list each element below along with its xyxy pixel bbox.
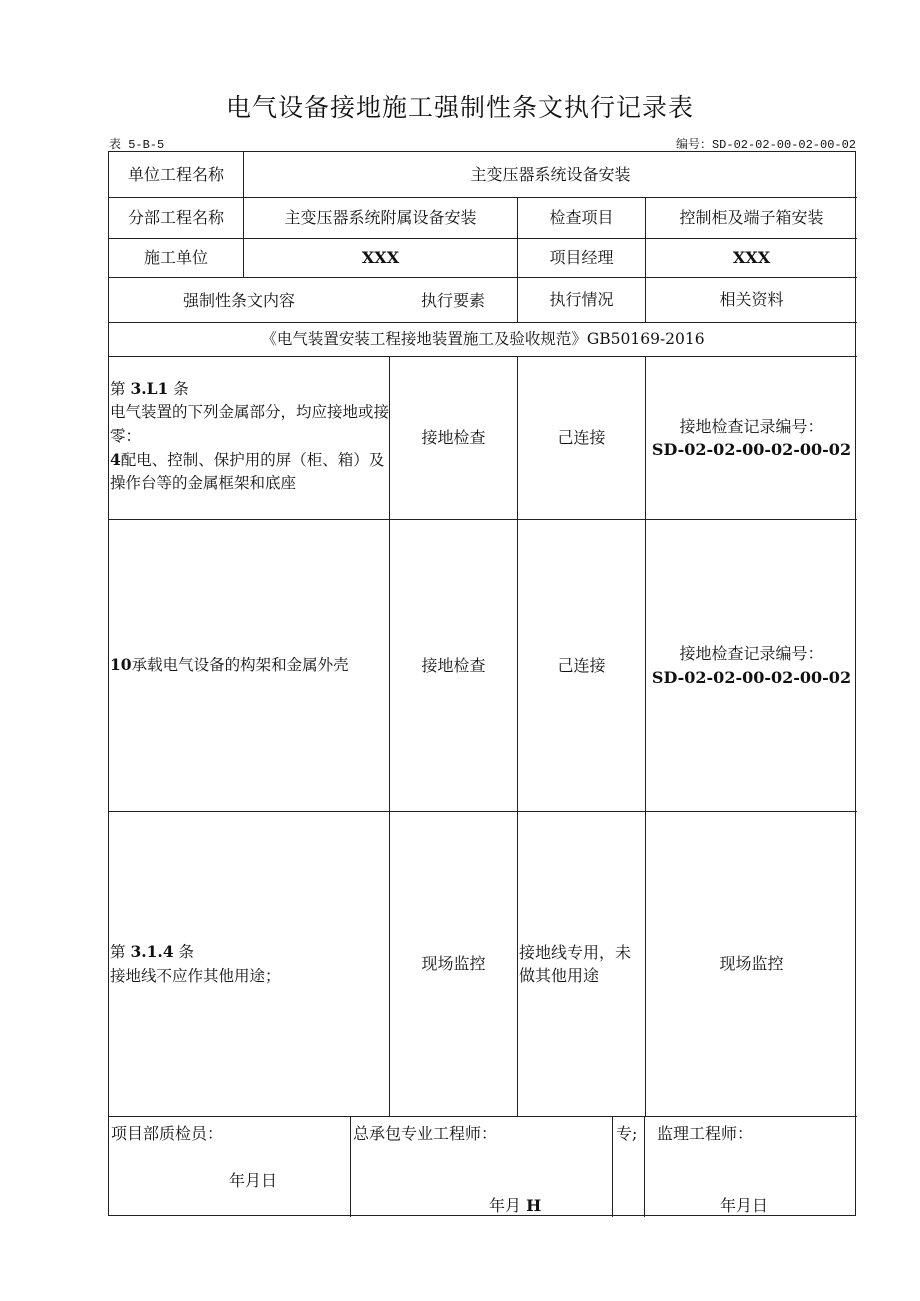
row1-status: 己连接: [517, 356, 645, 519]
contractor-value: XXX: [243, 238, 517, 277]
row1-docs: [645, 356, 857, 519]
row3-docs: 现场监控: [645, 811, 857, 1116]
item-10-text: 承载电气设备的构架和金属外壳: [131, 656, 349, 675]
clause-3-1-4-content: [109, 811, 389, 1116]
supervisor-date: 年月日: [720, 1196, 769, 1215]
qc-label: 项目部质检员：: [111, 1124, 224, 1143]
item-10-content: [109, 519, 389, 811]
item-10-number: 10: [110, 655, 132, 675]
engineer-signature-cell: [350, 1116, 612, 1217]
clause-3-1-4-heading: 第 3.1.4 条: [110, 942, 195, 962]
standard-reference: 《电气装置安装工程接地装置施工及验收规范》GB50169-2016: [109, 322, 857, 356]
record-table: [108, 151, 856, 1216]
manager-value: XXX: [645, 238, 857, 277]
mid-label: 专;: [616, 1124, 638, 1143]
supervisor-signature-cell: [644, 1116, 857, 1217]
contractor-label: 施工单位: [109, 238, 243, 277]
row2-status: 己连接: [517, 519, 645, 811]
unit-project-label: 单位工程名称: [127, 164, 224, 184]
item-4-text: 4配电、控制、保护用的屏（柜、箱）及操作台等的金属框架和底座: [110, 449, 385, 492]
status-column-header: 执行情况: [517, 277, 645, 322]
row1-essentials: 接地检查: [389, 356, 517, 519]
check-item-label: 检查项目: [517, 197, 645, 238]
clause-3-l1-heading: 第 3.L1 条: [110, 379, 189, 398]
row3-status: 接地线专用，未做其他用途: [517, 811, 645, 1116]
row2-docs-code: SD-02-02-00-02-00-02: [651, 667, 852, 687]
essentials-column-header: 执行要素: [421, 291, 486, 310]
docs-column-header: 相关资料: [645, 277, 857, 322]
qc-signature-cell: [109, 1116, 350, 1217]
sub-project-value: 主变压器系统附属设备安装: [243, 197, 517, 238]
row3-essentials: 现场监控: [389, 811, 517, 1116]
supervisor-label: 监理工程师：: [657, 1124, 754, 1143]
engineer-date: 年月 H: [489, 1196, 542, 1215]
qc-date: 年月日: [229, 1171, 278, 1190]
clause-3-l1-content: [109, 356, 389, 519]
engineer-label: 总承包专业工程师：: [353, 1124, 498, 1143]
row1-docs-code: SD-02-02-00-02-00-02: [651, 440, 852, 459]
unit-project-value: 主变压器系统设备安装: [243, 152, 857, 197]
content-column-header: 强制性条文内容: [183, 291, 296, 310]
manager-label: 项目经理: [517, 238, 645, 277]
mid-signature-cell: [612, 1116, 644, 1217]
form-title: 电气设备接地施工强制性条文执行记录表: [225, 93, 694, 122]
row1-docs-label: 接地检查记录编号：: [679, 416, 824, 436]
form-number: 表 5-B-5: [109, 138, 165, 152]
sub-project-label: 分部工程名称: [109, 197, 243, 238]
check-item-value: 控制柜及端子箱安装: [645, 197, 857, 238]
row2-docs-label: 接地检查记录编号：: [679, 644, 824, 664]
clause-3-1-4-text: 接地线不应作其他用途；: [110, 966, 281, 985]
clause-3-l1-text: 电气装置的下列金属部分，均应接地或接零：: [110, 403, 390, 445]
content-header-cell: [109, 277, 517, 322]
serial-number: 编号：SD-02-02-00-02-00-02: [675, 138, 856, 152]
row2-docs: [645, 519, 857, 811]
row2-essentials: 接地检查: [389, 519, 517, 811]
